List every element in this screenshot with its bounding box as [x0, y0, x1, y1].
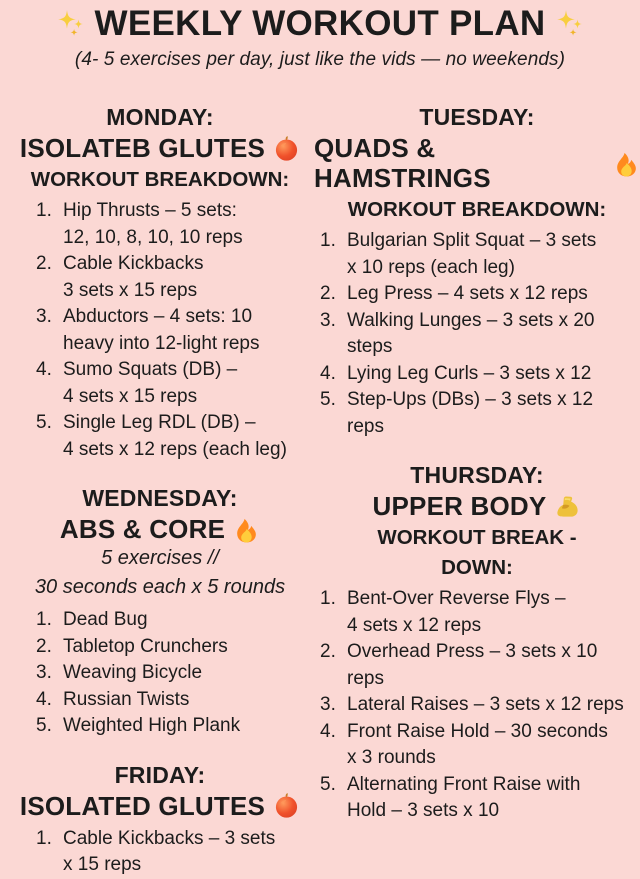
muscle-icon	[554, 493, 581, 520]
sparkles-icon	[55, 8, 87, 40]
list-item	[36, 660, 306, 687]
section-title-text: ISOLATED GLUTES	[19, 790, 266, 821]
exercise-list	[36, 198, 306, 463]
section-title-text: QUADS & HAMSTRINGS	[314, 133, 491, 193]
item-number: 3.	[36, 306, 52, 327]
exercise-list	[320, 586, 640, 825]
item-line: Overhead Press – 3 sets x 10	[347, 641, 598, 662]
day-heading: MONDAY:	[106, 104, 214, 130]
item-line: Single Leg RDL (DB) –	[63, 412, 256, 433]
item-line: 3 sets x 15 reps	[63, 279, 198, 301]
item-line: reps	[347, 415, 384, 437]
section-title-text: ABS & CORE	[59, 514, 226, 544]
page-title-row	[0, 3, 640, 44]
item-line: Cable Kickbacks – 3 sets	[63, 827, 276, 849]
item-line: Bulgarian Split Squat – 3 sets	[347, 230, 597, 251]
item-number: 1.	[320, 588, 336, 609]
item-number: 4.	[36, 359, 52, 380]
item-line: heavy into 12-light reps	[63, 332, 260, 354]
item-number: 4.	[320, 362, 336, 384]
item-number: 3.	[320, 694, 336, 715]
sparkles-icon	[554, 8, 586, 40]
item-text	[63, 634, 228, 661]
section-title-text: ISOLATEB GLUTES	[19, 133, 266, 163]
item-line: 4 sets x 12 reps	[347, 614, 482, 636]
list-item	[36, 607, 306, 634]
item-line: Weaving Bicycle	[63, 662, 203, 683]
item-line: Tabletop Crunchers	[63, 635, 228, 657]
day-heading: FRIDAY:	[114, 761, 206, 788]
list-item	[36, 826, 306, 879]
fire-icon	[233, 516, 260, 543]
peach-icon	[273, 792, 300, 819]
item-text	[347, 361, 591, 388]
poster-header	[0, 0, 640, 72]
item-text	[347, 586, 566, 639]
item-number: 2.	[36, 635, 52, 657]
exercise-list	[320, 228, 640, 440]
item-line: Alternating Front Raise with	[347, 773, 581, 795]
section-monday	[14, 103, 306, 463]
item-text	[347, 308, 595, 361]
item-number: 1.	[36, 200, 52, 221]
item-line: Hip Thrusts – 5 sets:	[63, 200, 237, 221]
list-item	[320, 639, 640, 692]
item-text	[347, 639, 597, 692]
list-item	[320, 719, 640, 772]
item-line: steps	[347, 336, 393, 357]
list-item	[320, 228, 640, 281]
peach-icon	[273, 135, 300, 162]
item-line: reps	[347, 667, 384, 689]
exercise-list	[36, 607, 306, 740]
item-text	[63, 687, 189, 714]
item-line: Russian Twists	[63, 688, 190, 710]
list-item	[36, 713, 306, 740]
item-line: x 15 reps	[63, 854, 142, 875]
day-heading: THURSDAY:	[410, 462, 544, 488]
item-line: Lying Leg Curls – 3 sets x 12	[347, 362, 592, 384]
exercise-list	[36, 826, 306, 879]
list-item	[320, 387, 640, 440]
list-item	[36, 251, 306, 304]
list-item	[320, 586, 640, 639]
item-text	[63, 607, 148, 634]
item-line: x 10 reps (each leg)	[347, 256, 515, 278]
section-title	[14, 514, 306, 544]
list-item	[36, 687, 306, 714]
item-text	[347, 719, 608, 772]
list-item	[36, 634, 306, 661]
item-text	[63, 357, 237, 410]
item-text	[347, 692, 624, 719]
section-wednesday	[14, 484, 306, 740]
item-line: Cable Kickbacks	[63, 253, 204, 274]
item-number: 2.	[320, 641, 336, 662]
breakdown-heading: DOWN:	[441, 556, 513, 579]
item-line: x 3 rounds	[347, 747, 436, 768]
item-number: 5.	[320, 389, 336, 410]
note-line: 30 seconds each x 5 rounds	[34, 576, 286, 598]
list-item	[36, 304, 306, 357]
breakdown-heading: WORKOUT BREAKDOWN:	[30, 168, 290, 191]
list-item	[36, 198, 306, 251]
item-line: Abductors – 4 sets: 10	[63, 306, 253, 327]
section-title	[314, 133, 640, 193]
item-number: 1.	[36, 827, 52, 849]
item-text	[347, 228, 596, 281]
item-line: 4 sets x 15 reps	[63, 385, 198, 407]
item-line: Front Raise Hold – 30 seconds	[347, 720, 608, 742]
item-line: Lateral Raises – 3 sets x 12 reps	[347, 694, 624, 715]
item-line: Bent-Over Reverse Flys –	[347, 588, 566, 609]
item-text	[63, 304, 259, 357]
item-number: 5.	[36, 715, 52, 736]
item-text	[63, 198, 243, 251]
breakdown-heading: WORKOUT BREAKDOWN:	[347, 198, 607, 221]
item-line: Dead Bug	[63, 609, 148, 630]
column-right	[314, 103, 640, 879]
list-item	[320, 692, 640, 719]
section-tuesday	[314, 103, 640, 440]
section-title	[14, 133, 306, 163]
list-item	[320, 361, 640, 388]
column-left	[14, 103, 306, 879]
item-text	[347, 281, 588, 308]
section-title	[14, 791, 306, 821]
page-subtitle: (4- 5 exercises per day, just like the vids — no weekends)	[74, 49, 566, 70]
item-line: 12, 10, 8, 10, 10 reps	[63, 226, 243, 248]
item-line: Weighted High Plank	[63, 715, 241, 736]
list-item	[320, 281, 640, 308]
item-text	[63, 251, 203, 304]
day-heading: WEDNESDAY:	[82, 485, 238, 511]
item-number: 4.	[320, 720, 336, 742]
breakdown-heading: WORKOUT BREAK -	[377, 526, 577, 549]
item-text	[347, 387, 593, 440]
item-text	[63, 826, 275, 879]
list-item	[36, 410, 306, 463]
page-title: WEEKLY WORKOUT PLAN	[94, 4, 546, 43]
item-number: 1.	[36, 609, 52, 630]
item-number: 2.	[36, 253, 52, 274]
fire-icon	[613, 150, 640, 177]
note-line: 5 exercises //	[101, 547, 219, 569]
item-text	[63, 713, 240, 740]
list-item	[320, 772, 640, 825]
item-number: 3.	[36, 662, 52, 683]
item-line: Hold – 3 sets x 10	[347, 800, 500, 821]
section-title-text: UPPER BODY	[372, 491, 547, 521]
item-line: 4 sets x 12 reps (each leg)	[63, 438, 287, 460]
list-item	[36, 357, 306, 410]
list-item	[320, 308, 640, 361]
item-line: Walking Lunges – 3 sets x 20	[347, 309, 595, 331]
item-number: 1.	[320, 230, 336, 251]
plan-columns	[0, 103, 640, 879]
section-thursday	[314, 461, 640, 825]
item-number: 5.	[36, 412, 52, 433]
day-heading: TUESDAY:	[419, 104, 535, 130]
item-line: Step-Ups (DBs) – 3 sets x 12	[347, 389, 594, 410]
section-title	[314, 491, 640, 521]
item-text	[347, 772, 580, 825]
item-line: Sumo Squats (DB) –	[63, 359, 238, 380]
item-text	[63, 660, 202, 687]
item-number: 3.	[320, 309, 336, 331]
item-number: 5.	[320, 773, 336, 795]
item-number: 2.	[320, 283, 336, 304]
item-text	[63, 410, 287, 463]
item-line: Leg Press – 4 sets x 12 reps	[347, 283, 588, 304]
section-friday	[14, 761, 306, 879]
item-number: 4.	[36, 688, 52, 710]
